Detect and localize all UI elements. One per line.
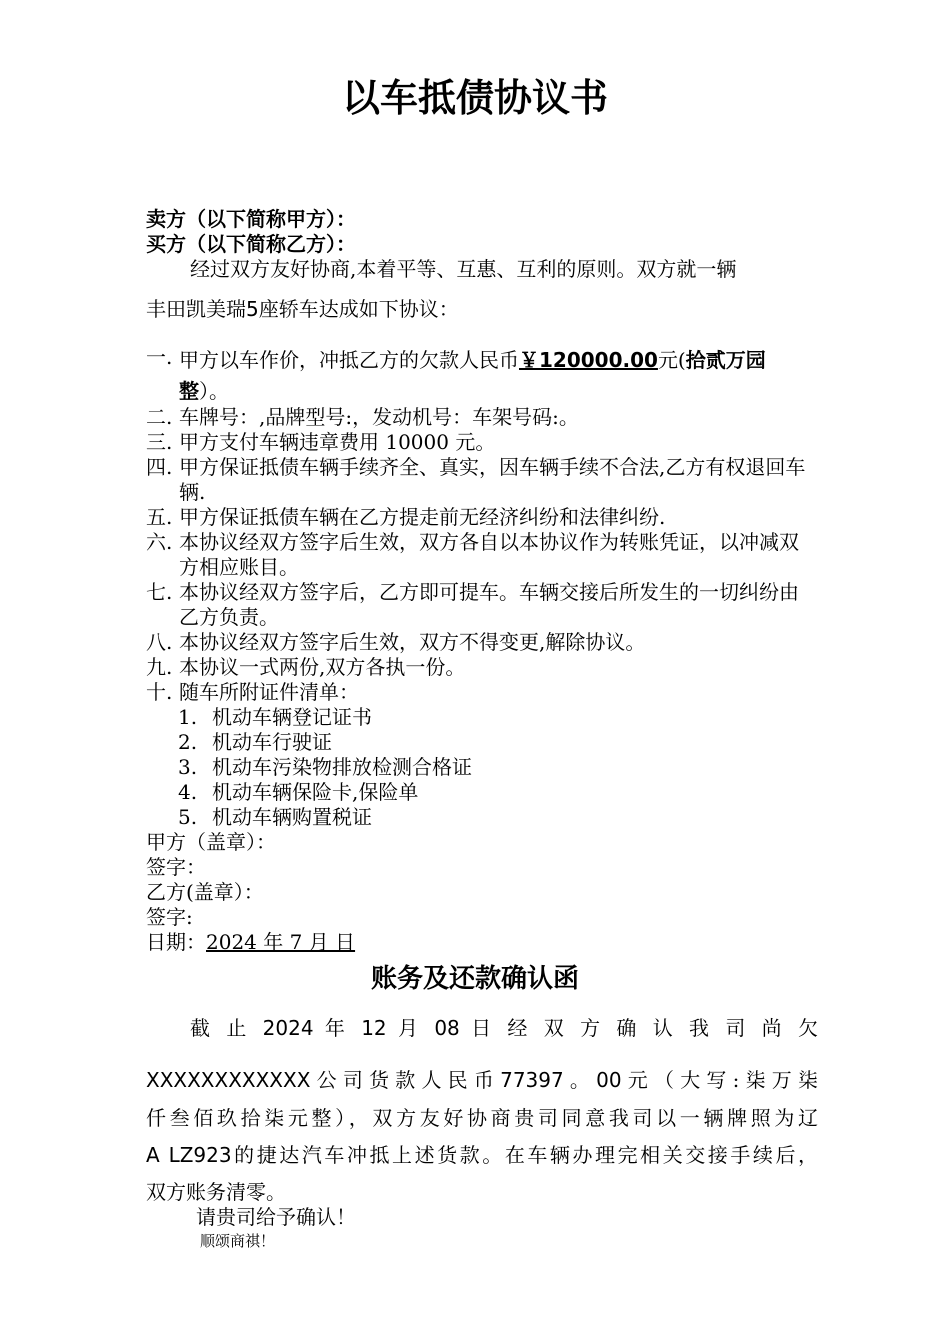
- clause-text: 甲方保证抵债车辆在乙方提走前无经济纠纷和法律纠纷.: [179, 505, 666, 529]
- document-number: 1.: [178, 705, 198, 729]
- party-a-seal: 甲方（盖章）：: [146, 830, 276, 854]
- clause-text: 本协议经双方签字后，乙方即可提车。车辆交接后所发生的一切纠纷由乙方负责。: [179, 580, 799, 629]
- debt-amount: ￥120000.00: [519, 348, 658, 372]
- document-number: 5.: [178, 805, 198, 829]
- intro-line-1: 经过双方友好协商,本着平等、互惠、互利的原则。双方就一辆: [190, 257, 737, 281]
- clause-1: [146, 345, 808, 407]
- document-label: 机动车辆保险卡,保险单: [212, 780, 419, 804]
- clause-text: 甲方保证抵债车辆手续齐全、真实，因车辆手续不合法,乙方有权退回车辆.: [179, 455, 806, 504]
- document-number: 4.: [178, 780, 198, 804]
- seller-line: 卖方（以下简称甲方）：: [146, 207, 356, 231]
- clause-number: 二.: [146, 405, 173, 429]
- clause-5: [146, 505, 808, 530]
- clause-number: 十.: [146, 680, 173, 704]
- party-b-signature: 签字:: [146, 905, 193, 929]
- document-item: [178, 705, 372, 730]
- owed-amount: 77397。00: [500, 1068, 622, 1092]
- intro-rest: 座轿车达成如下协议：: [258, 297, 459, 321]
- clause-6: [146, 530, 808, 580]
- document-label: 机动车污染物排放检测合格证: [212, 755, 472, 779]
- closing-greeting: 顺颂商祺！: [200, 1232, 276, 1250]
- intro-seats: 5: [246, 297, 259, 321]
- date-value: 2024 年 7 月 日: [206, 930, 356, 954]
- clause-7: [146, 580, 808, 630]
- buyer-line: 买方（以下简称乙方）：: [146, 232, 356, 256]
- clause-number: 七.: [146, 580, 173, 604]
- confirmation-line-4: [146, 1135, 818, 1175]
- date-line: [146, 930, 355, 955]
- clause-text: 甲方以车作价，冲抵乙方的欠款人民币: [179, 348, 519, 372]
- intro-car-model: 丰田凯美瑞: [146, 297, 246, 321]
- confirmation-request: 请贵司给予确认！: [196, 1205, 356, 1229]
- confirmation-text: 的捷达汽车冲抵上述货款。在车辆办理完相关交接手续后，: [231, 1143, 819, 1167]
- confirmation-text: 元（大写:柒万柒: [621, 1068, 818, 1092]
- clause-text: 本协议经双方签字后生效，双方不得变更,解除协议。: [179, 630, 646, 654]
- confirmation-line-5: 双方账务清零。: [146, 1180, 286, 1204]
- clause-2: [146, 405, 808, 430]
- confirmation-line-2: [146, 1060, 818, 1100]
- date-label: 日期：: [146, 930, 206, 954]
- confirmation-line-3: [146, 1098, 818, 1138]
- company-placeholder: XXXXXXXXXXXX: [146, 1068, 311, 1092]
- document-item: [178, 780, 418, 805]
- clause-4: [146, 455, 808, 505]
- currency-unit: 元(: [657, 348, 686, 372]
- clause-9: [146, 655, 808, 680]
- document-item: [178, 755, 472, 780]
- party-b-seal: 乙方(盖章）：: [146, 880, 264, 904]
- document-number: 2.: [178, 730, 198, 754]
- intro-line-2: [146, 297, 459, 322]
- clause-text: 车牌号：,品牌型号:，发动机号：车架号码:。: [179, 405, 579, 429]
- document-label: 机动车行驶证: [212, 730, 332, 754]
- document-number: 3.: [178, 755, 198, 779]
- clause-number: 五.: [146, 505, 173, 529]
- clause-text: 随车所附证件清单：: [179, 680, 359, 704]
- agreement-title: 以车抵债协议书: [341, 76, 608, 120]
- clause-number: 四.: [146, 455, 173, 479]
- amount-in-words: 拾贰万园整: [179, 348, 766, 403]
- confirmation-text: 公司货款人民币: [310, 1068, 501, 1092]
- clause-8: [146, 630, 808, 655]
- clause-text: 本协议经双方签字后生效，双方各自以本协议作为转账凭证，以冲减双方相应账目。: [179, 530, 799, 579]
- document-item: [178, 805, 372, 830]
- clause-number: 六.: [146, 530, 173, 554]
- clause-10: [146, 680, 808, 705]
- document-item: [178, 730, 332, 755]
- clause-3: [146, 430, 808, 455]
- license-plate: A LZ923: [146, 1143, 232, 1167]
- clause-number: 三.: [146, 430, 173, 454]
- clause-end: ）。: [199, 379, 229, 403]
- clause-number: 八.: [146, 630, 173, 654]
- confirmation-text: 仟叁佰玖拾柒元整），双方友好协商贵司同意我司以一辆牌照为辽: [146, 1106, 818, 1130]
- document-label: 机动车辆购置税证: [212, 805, 372, 829]
- clause-text: 本协议一式两份,双方各执一份。: [179, 655, 466, 679]
- confirmation-line-1: [190, 1008, 818, 1048]
- confirmation-title: 账务及还款确认函: [370, 964, 579, 994]
- clause-number: 一.: [146, 345, 173, 369]
- clause-text: 甲方支付车辆违章费用 10000 元。: [179, 430, 496, 454]
- party-a-signature: 签字：: [146, 855, 206, 879]
- confirmation-date-text: 截 止 2024 年 12 月 08 日 经 双 方 确 认 我 司 尚 欠: [190, 1016, 818, 1040]
- clause-number: 九.: [146, 655, 173, 679]
- document-label: 机动车辆登记证书: [212, 705, 372, 729]
